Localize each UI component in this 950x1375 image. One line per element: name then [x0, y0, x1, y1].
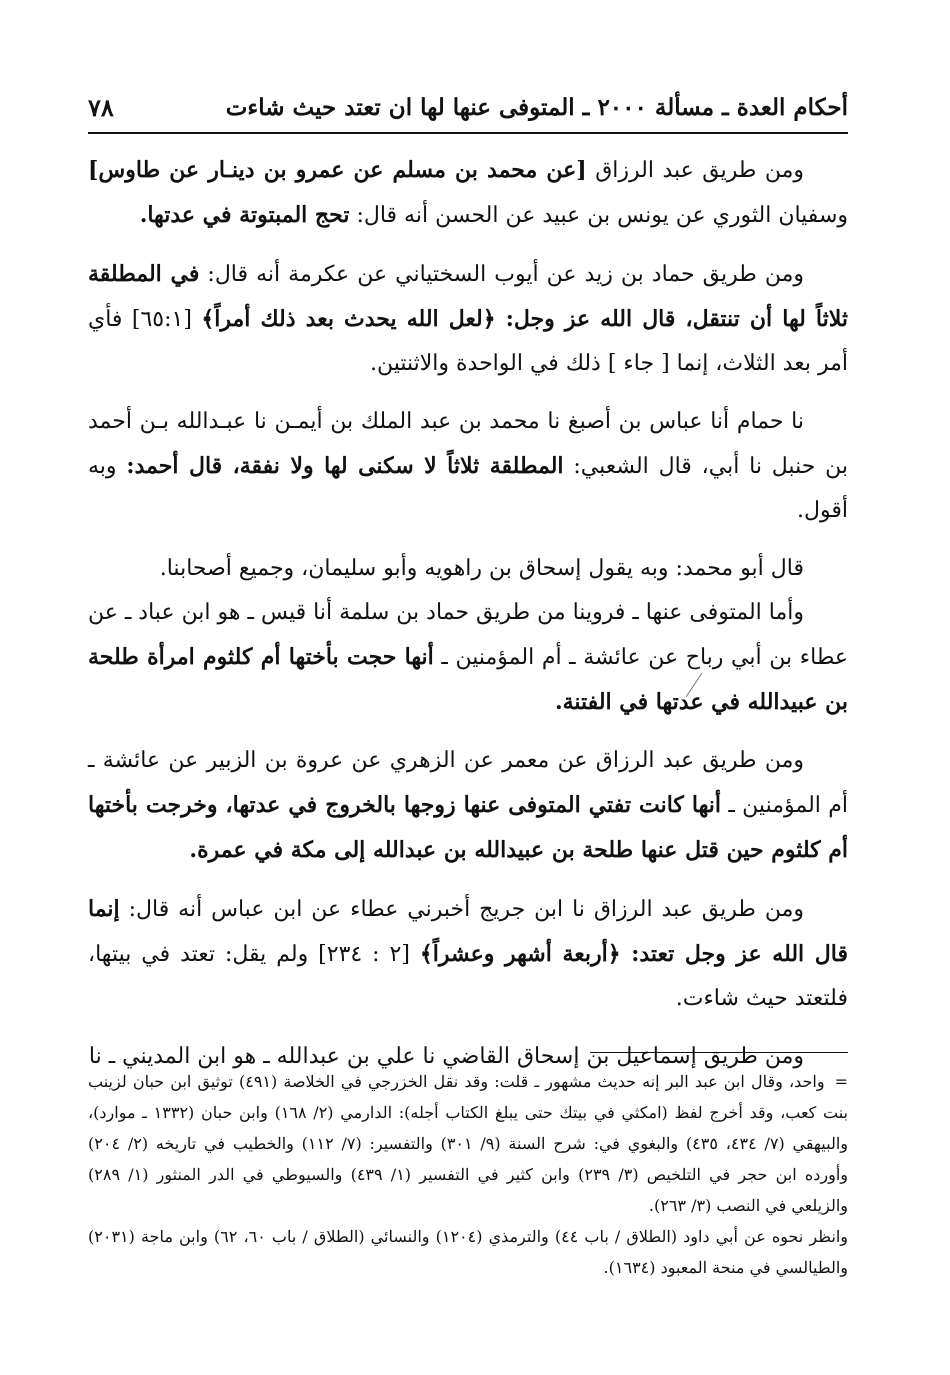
paragraph-4 — [88, 547, 848, 591]
paragraph-4-text: قال أبو محمد: وبه يقول إسحاق بن راهويه وأبو سليمان، وجميع أصحابنا. — [159, 556, 804, 581]
paragraph-7-text-2: [٢ : ٢٣٤] ولم يقل: تعتد في بيتها، فلتعتد حيث شاءت. — [88, 942, 848, 1011]
page-number: ٧٨ — [88, 92, 114, 122]
paragraph-8-text: ومن طريق إسماعيل بن إسحاق القاضي نا علي بن عبدالله ـ هو ابن المديني ـ نا — [88, 1044, 804, 1069]
footnote-divider — [590, 1052, 848, 1053]
paragraph-2-text-2: [٦٥:١] فأي أمر بعد الثلاث، إنما [ جاء ] ذلك في الواحدة والاثنتين. — [88, 307, 848, 376]
paragraph-1-quote: تحج المبتوتة في عدتها. — [139, 202, 350, 228]
paragraph-1 — [88, 148, 848, 238]
paragraph-1-bracket: [عن محمد بن مسلم عن عمرو بن دينـار عن طاوس] — [88, 157, 587, 183]
quran-verse-2: ﴿أربعة أشهر وعشراً﴾ — [419, 941, 621, 967]
paragraph-2-quote: في المطلقة ثلاثاً لها أن تنتقل، قال الله عز وجل: — [88, 261, 849, 332]
footnotes — [88, 1066, 848, 1283]
paragraph-7-text: ومن طريق عبد الرزاق نا ابن جريج أخبرني عطاء عن ابن عباس أنه قال: — [119, 897, 804, 922]
paragraph-7-quote: إنما قال الله عز وجل تعتد: — [88, 896, 848, 967]
paragraph-7 — [88, 887, 848, 1021]
paragraph-3-text-2: وبه أقول. — [88, 454, 848, 523]
footnote-1-text: واحد، وقال ابن عبد البر إنه حديث مشهور ـ قلت: وقد نقل الخزرجي في الخلاصة (٤٩١) توثيق ابن حبان لزينب بنت كعب، وقد أخرج لفظ (امكثي في بيتك حتى يبلغ الكتاب أجله): الدارمي (٢/ ١٦٨) وابن حبان (١٣٣٢ ـ موارد)، والبيهقي (٧/ ٤٣٤، ٤٣٥) والبغوي في: شرح السنة (٩/ ٣٠١) والتفسير: (٧/ ١١٢) والخطيب في تاريخه (٢/ ٢٠٤) وأورده ابن حجر في التلخيص (٣/ ٢٣٩) وابن كثير في التفسير (١/ ٤٣٩) والسيوطي في الدر المنثور (١/ ٢٨٩) والزيلعي في النصب (٣/ ٢٦٣). — [88, 1072, 849, 1215]
paragraph-2 — [88, 252, 848, 386]
paragraph-5 — [88, 591, 848, 725]
footnote-2-text: وانظر نحوه عن أبي داود (الطلاق / باب ٤٤) والترمذي (١٢٠٤) والنسائي (الطلاق / باب ٦٠، ٦٢) وابن ماجة (٢٠٣١) والطيالسي في منحة المعبود (١٦٣٤). — [88, 1227, 848, 1277]
footnote-1 — [88, 1066, 848, 1221]
paragraph-2-text: ومن طريق حماد بن زيد عن أيوب السختياني عن عكرمة أنه قال: — [199, 262, 804, 287]
paragraph-3 — [88, 400, 848, 533]
footnote-2 — [88, 1221, 848, 1283]
quran-verse-1: ﴿لعل الله يحدث بعد ذلك أمراً﴾ — [201, 306, 496, 332]
paragraph-3-text: نا حمام أنا عباس بن أصبغ نا محمد بن عبد الملك بن أيمـن نا عبـدالله بـن أحمد بن حنبل نا أبي، قال الشعبي: — [88, 409, 849, 479]
paragraph-5-quote: أنها حجت بأختها أم كلثوم امرأة طلحة بن عبيدالله في عدتها في الفتنة. — [88, 644, 848, 715]
paragraph-6-text: ومن طريق عبد الرزاق عن معمر عن الزهري عن عروة بن الزبير عن عائشة ـ أم المؤمنين ـ — [88, 748, 848, 818]
paragraph-6 — [88, 739, 848, 873]
paragraph-1-text: ومن طريق عبد الرزاق — [586, 158, 804, 183]
main-text — [88, 148, 848, 1093]
header-title: أحكام العدة ـ مسألة ٢٠٠٠ ـ المتوفى عنها لها ان تعتد حيث شاءت — [225, 93, 848, 121]
paragraph-3-quote: المطلقة ثلاثاً لا سكنى لها ولا نفقة، قال أحمد: — [126, 453, 564, 479]
running-header — [88, 82, 848, 134]
pen-stroke-mark — [683, 670, 705, 700]
paragraph-1-text-2: وسفيان الثوري عن يونس بن عبيد عن الحسن أنه قال: — [349, 203, 848, 228]
footnote-continuation-marker: = — [834, 1072, 848, 1091]
paragraph-6-quote: أنها كانت تفتي المتوفى عنها زوجها بالخروج في عدتها، وخرجت بأختها أم كلثوم حين قتل عنها طلحة بن عبيدالله بن عبدالله إلى مكة في عمرة. — [88, 792, 848, 863]
paragraph-5-text: وأما المتوفى عنها ـ فروينا من طريق حماد بن سلمة أنا قيس ـ هو ابن عباد ـ عن عطاء بن أبي رباح عن عائشة ـ أم المؤمنين ـ — [88, 600, 848, 670]
